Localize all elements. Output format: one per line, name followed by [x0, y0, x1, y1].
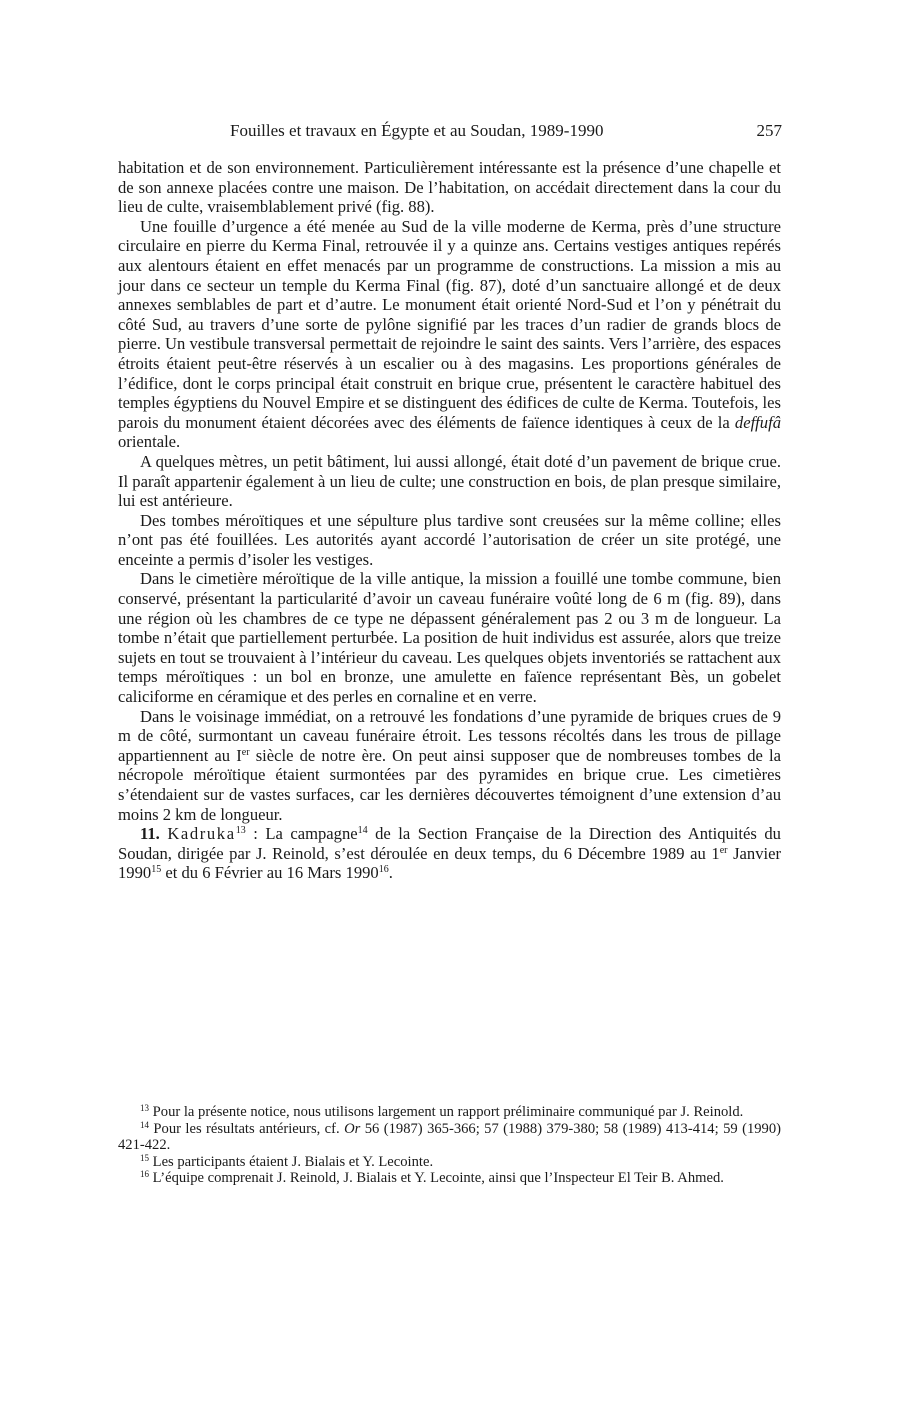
paragraph: habitation et de son environnement. Particulièrement intéressante est la présence d’une chapelle et de son annexe placées contre une maison. De l’habitation, on accédait directement dans la cour du lieu de culte, vraisemblablement privé (fig. 88).	[118, 158, 781, 217]
page-number: 257	[756, 121, 782, 140]
running-title: Fouilles et travaux en Égypte et au Soudan, 1989-1990	[230, 121, 604, 140]
main-text	[118, 158, 781, 883]
footnote-number: 15	[140, 1152, 149, 1163]
footnote-ref[interactable]: 14	[357, 825, 368, 837]
section-title: Kadruka	[167, 824, 236, 844]
section-paragraph: 11. Kadruka$^{13}$ : La campagne$^{14}$ de la Section Française de la Direction des Antiquités du Soudan, dirigée par J. Reinold, s’est déroulée en deux temps, du 6 Décembre 1989 au 1er Janvier 1990$^{15}$ et du 6 Février au 16 Mars 1990$^{16}$.	[118, 824, 781, 883]
footnote-ref[interactable]: 16	[378, 864, 389, 876]
footnote: $^{16}$ L’équipe comprenait J. Reinold, J. Bialais et Y. Lecointe, ainsi que l’Inspecteur El Teir B. Ahmed.	[140, 1169, 724, 1187]
paragraph: A quelques mètres, un petit bâtiment, lui aussi allongé, était doté d’un pavement de brique crue. Il paraît appartenir également à un lieu de culte; une construction en bois, de plan presque similaire, lui est antérieure.	[118, 451, 781, 511]
paragraph: Des tombes méroïtiques et une sépulture plus tardive sont creusées sur la même colline; elles n’ont pas été fouillées. Les autorités ayant accordé l’autorisation de créer un site protégé, une enceinte a permis d’isoler les vestiges.	[118, 510, 781, 569]
paragraph: Dans le voisinage immédiat, on a retrouvé les fondations d’une pyramide de briques crues de 9 m de côté, surmontant un caveau funéraire étroit. Les tessons récoltés dans les trous de pillage appartiennent au Ier siècle de notre ère. On peut ainsi supposer que de nombreuses tombes de la nécropole méroïtique étaient surmontées par des pyramides en brique crue. Les cimetières s’étendaient sur de vastes surfaces, car les dernières découvertes témoignent d’une extension d’au moins 2 km de longueur.	[118, 706, 781, 824]
italic-term: deffufâ	[734, 412, 781, 432]
footnotes	[118, 1104, 781, 1187]
footnote: $^{14}$ Pour les résultats antérieurs, cf. Or 56 (1987) 365-366; 57 (1988) 379-380; 58 (1989) 413-414; 59 (1990) 421-422.	[118, 1119, 781, 1154]
footnote: $^{15}$ Les participants étaient J. Bialais et Y. Lecointe.	[140, 1152, 434, 1170]
journal-title: Or	[344, 1120, 361, 1137]
footnote-number: 13	[140, 1103, 149, 1113]
footnote-ref[interactable]: 15	[151, 864, 162, 876]
paragraph: Une fouille d’urgence a été menée au Sud de la ville moderne de Kerma, près d’une structure circulaire en pierre du Kerma Final, retrouvée il y a quinze ans. Certains vestiges antiques repérés aux alentours étaient en effet menacés par un programme de constructions. La mission a mis au jour dans ce secteur un temple du Kerma Final (fig. 87), doté d’un sanctuaire allongé et de deux annexes semblables de part et d’autre. Le monument était orienté Nord-Sud et l’on y pénétrait du côté Sud, au travers d’une sorte de pylône signifié par les traces d’un radier de grands blocs de pierre. Un vestibule transversal permettait de rejoindre le saint des saints. Vers l’arrière, des espaces étroits étaient peut-être réservés à un escalier ou à des magasins. Les proportions générales de l’édifice, dont le corps principal était construit en brique crue, présentent le caractère habituel des temples égyptiens du Nouvel Empire et se distinguent des édifices de culte de Kerma. Toutefois, les parois du monument étaient décorées avec des éléments de faïence identiques à ceux de la deffufâ orientale.	[118, 216, 781, 452]
footnote-ref[interactable]: 13	[235, 825, 246, 837]
paragraph: Dans le cimetière méroïtique de la ville antique, la mission a fouillé une tombe commune, bien conservé, présentant la particularité d’avoir un caveau funéraire voûté long de 6 m (fig. 89), dans une région où les chambres de ce type ne dépassent généralement pas 2 ou 3 m de longueur. La tombe n’était que partiellement perturbée. La position de huit individus est assurée, alors que treize sujets en tout se trouvaient à l’intérieur du caveau. Les quelques objets inventoriés se rattachent aux temps méroïtiques : un bol en bronze, une amulette en faïence représentant Bès, un gobelet caliciforme en céramique et des perles en cornaline et en verre.	[118, 569, 781, 707]
footnote-number: 16	[140, 1169, 149, 1180]
section-number: 11.	[140, 824, 160, 844]
footnote-number: 14	[140, 1119, 149, 1130]
footnote: $^{13}$ Pour la présente notice, nous utilisons largement un rapport préliminaire communiqué par J. Reinold.	[140, 1103, 744, 1120]
